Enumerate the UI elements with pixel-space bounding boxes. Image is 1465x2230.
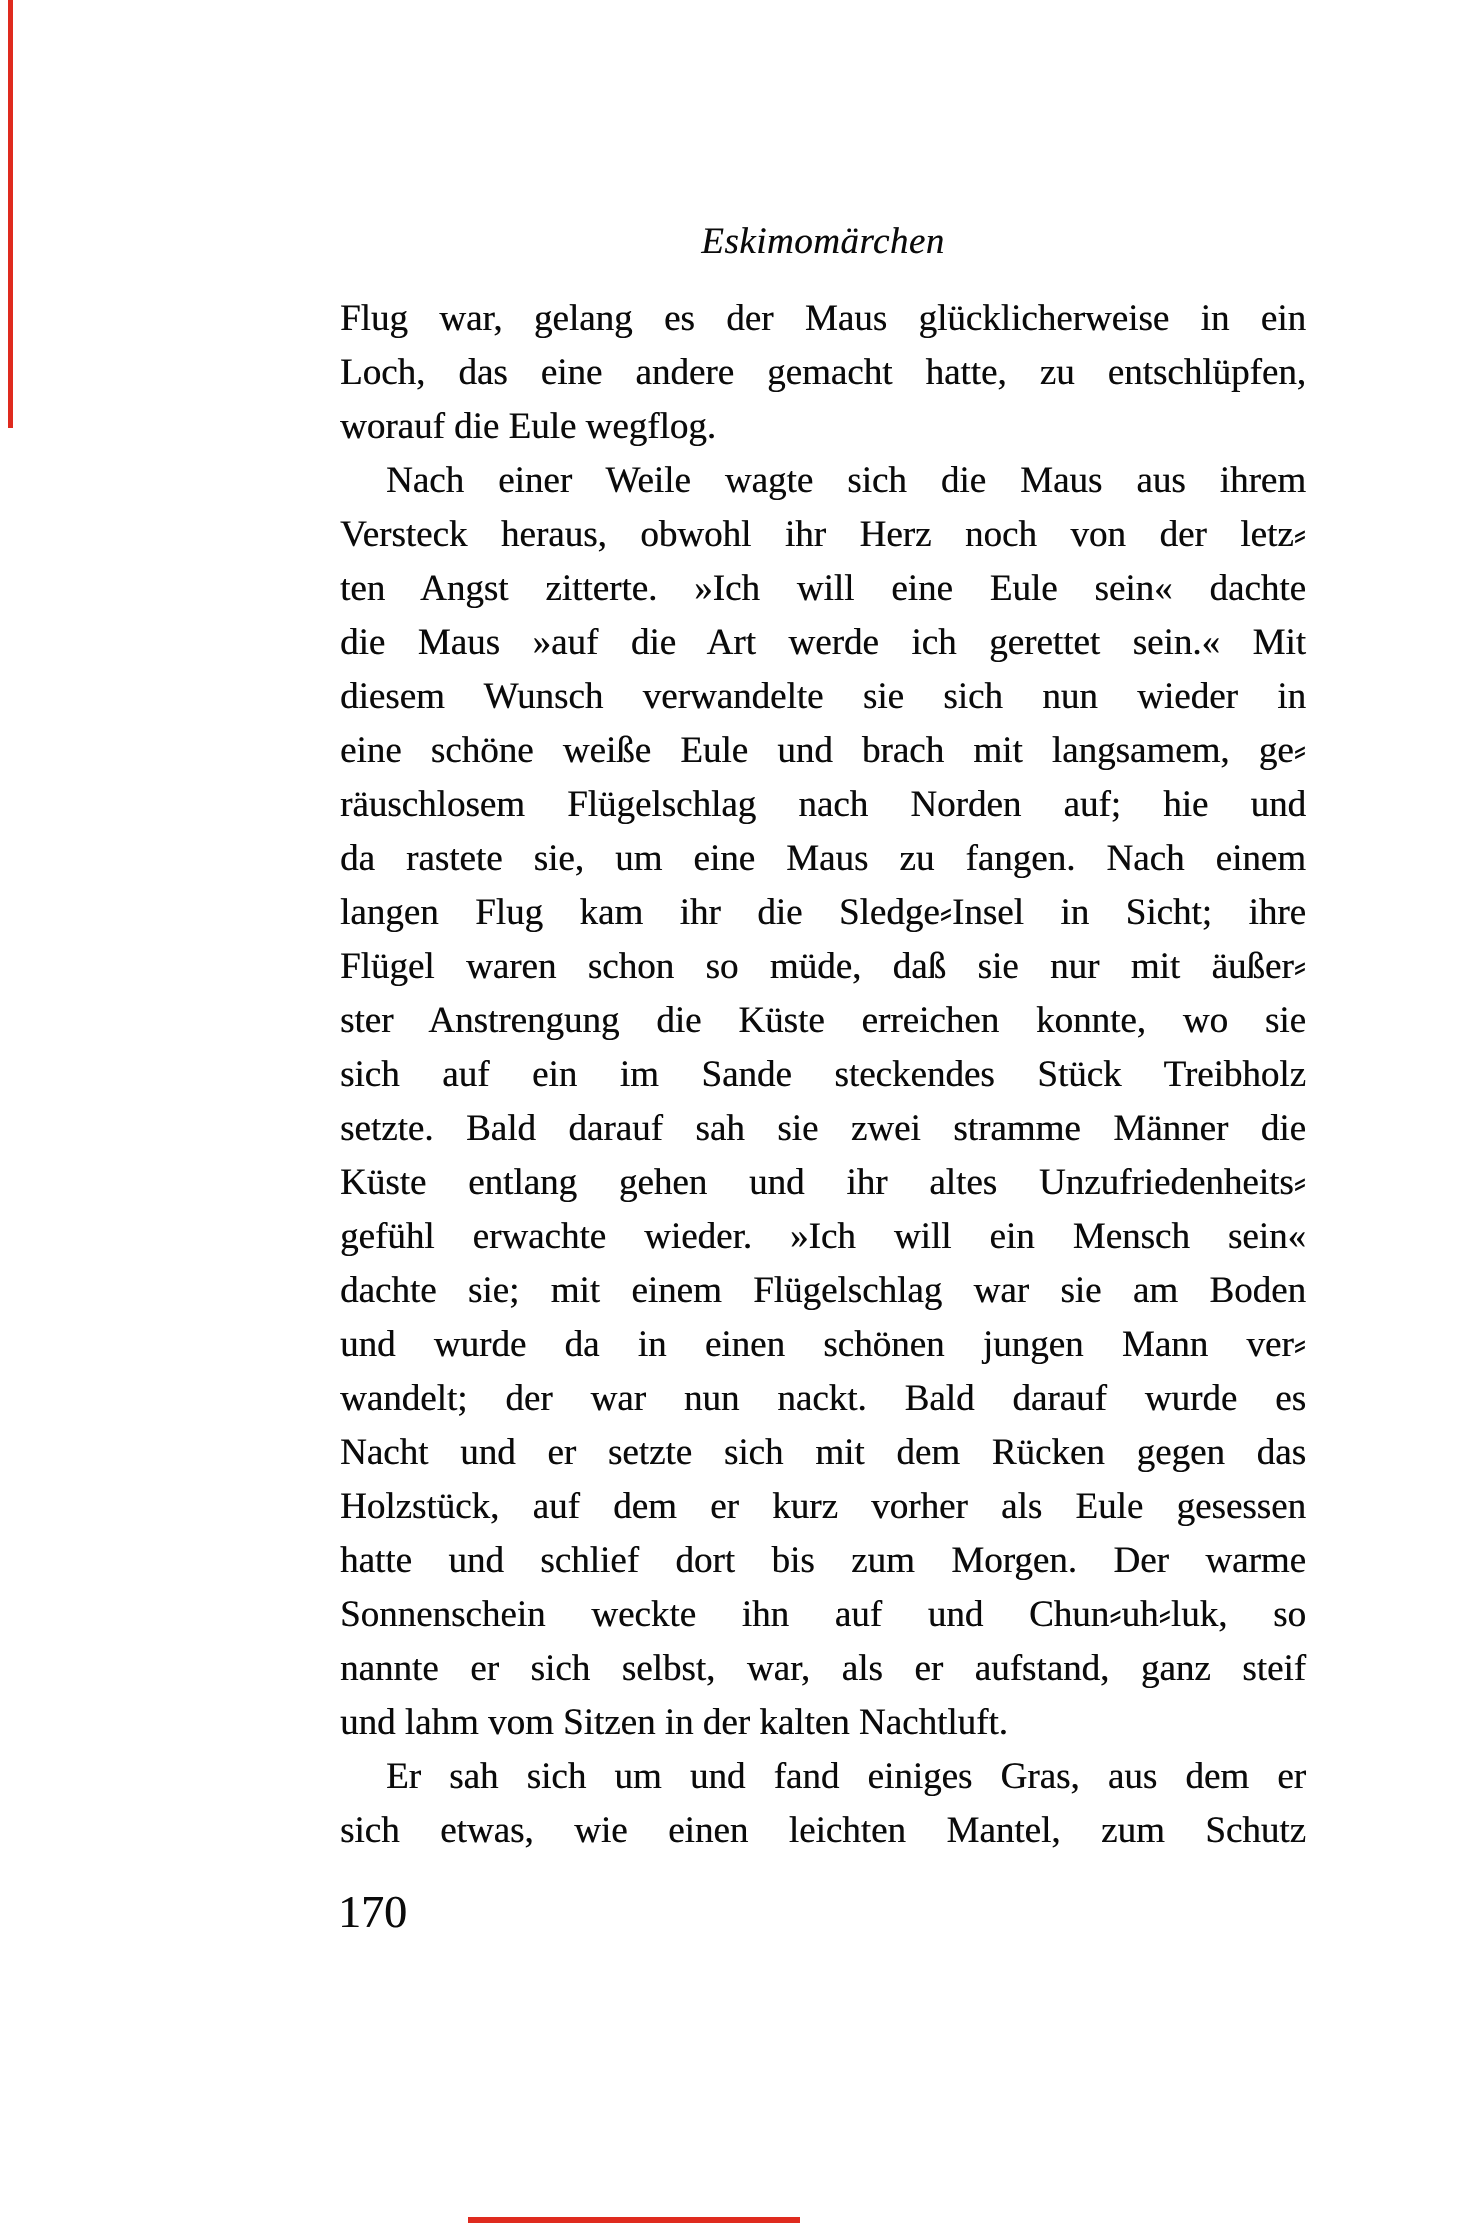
text-line: die Maus »auf die Art werde ich gerettet sein.« Mit: [340, 622, 1306, 663]
text-line: dachte sie; mit einem Flügelschlag war sie am Boden: [340, 1270, 1306, 1311]
text-line: nannte er sich selbst, war, als er aufstand, ganz steif: [340, 1648, 1306, 1689]
text-line: hatte und schlief dort bis zum Morgen. Der warme: [340, 1540, 1306, 1581]
text-line: gefühl erwachte wieder. »Ich will ein Mensch sein«: [340, 1216, 1306, 1257]
text-line: Flug war, gelang es der Maus glücklicherweise in ein: [340, 298, 1306, 339]
scan-edge-mark-bottom: [468, 2217, 800, 2223]
text-line: langen Flug kam ihr die Sledge⸗Insel in Sicht; ihre: [340, 892, 1306, 933]
text-line: ten Angst zitterte. »Ich will eine Eule sein« dachte: [340, 568, 1306, 609]
text-line: sich auf ein im Sande steckendes Stück Treibholz: [340, 1054, 1306, 1095]
running-head-title: Eskimomärchen: [701, 221, 945, 262]
text-line: Küste entlang gehen und ihr altes Unzufriedenheits⸗: [340, 1162, 1306, 1203]
text-block: [340, 292, 1306, 1858]
text-line: setzte. Bald darauf sah sie zwei stramme Männer die: [340, 1108, 1306, 1149]
text-line: Loch, das eine andere gemacht hatte, zu entschlüpfen,: [340, 352, 1306, 393]
text-line: ster Anstrengung die Küste erreichen konnte, wo sie: [340, 1000, 1306, 1041]
text-line: eine schöne weiße Eule und brach mit langsamem, ge⸗: [340, 730, 1306, 771]
text-line: worauf die Eule wegflog.: [340, 406, 717, 447]
text-line: Flügel waren schon so müde, daß sie nur mit äußer⸗: [340, 946, 1306, 987]
scan-edge-mark-left: [8, 0, 13, 428]
text-line: Nacht und er setzte sich mit dem Rücken gegen das: [340, 1432, 1306, 1473]
text-line: Er sah sich um und fand einiges Gras, aus dem er: [386, 1756, 1306, 1797]
text-line: diesem Wunsch verwandelte sie sich nun wieder in: [340, 676, 1306, 717]
text-line: und wurde da in einen schönen jungen Mann ver⸗: [340, 1324, 1306, 1365]
text-line: sich etwas, wie einen leichten Mantel, zum Schutz: [340, 1810, 1306, 1851]
text-line: räuschlosem Flügelschlag nach Norden auf; hie und: [340, 784, 1306, 825]
text-line: Sonnenschein weckte ihn auf und Chun⸗uh⸗luk, so: [340, 1594, 1306, 1635]
text-line: wandelt; der war nun nackt. Bald darauf wurde es: [340, 1378, 1306, 1419]
text-line: und lahm vom Sitzen in der kalten Nachtluft.: [340, 1702, 1008, 1743]
text-line: Holzstück, auf dem er kurz vorher als Eule gesessen: [340, 1486, 1306, 1527]
text-line: Nach einer Weile wagte sich die Maus aus ihrem: [386, 460, 1306, 501]
text-line: Versteck heraus, obwohl ihr Herz noch von der letz⸗: [340, 514, 1306, 555]
page-number: 170: [338, 1886, 407, 1937]
text-line: da rastete sie, um eine Maus zu fangen. Nach einem: [340, 838, 1306, 879]
